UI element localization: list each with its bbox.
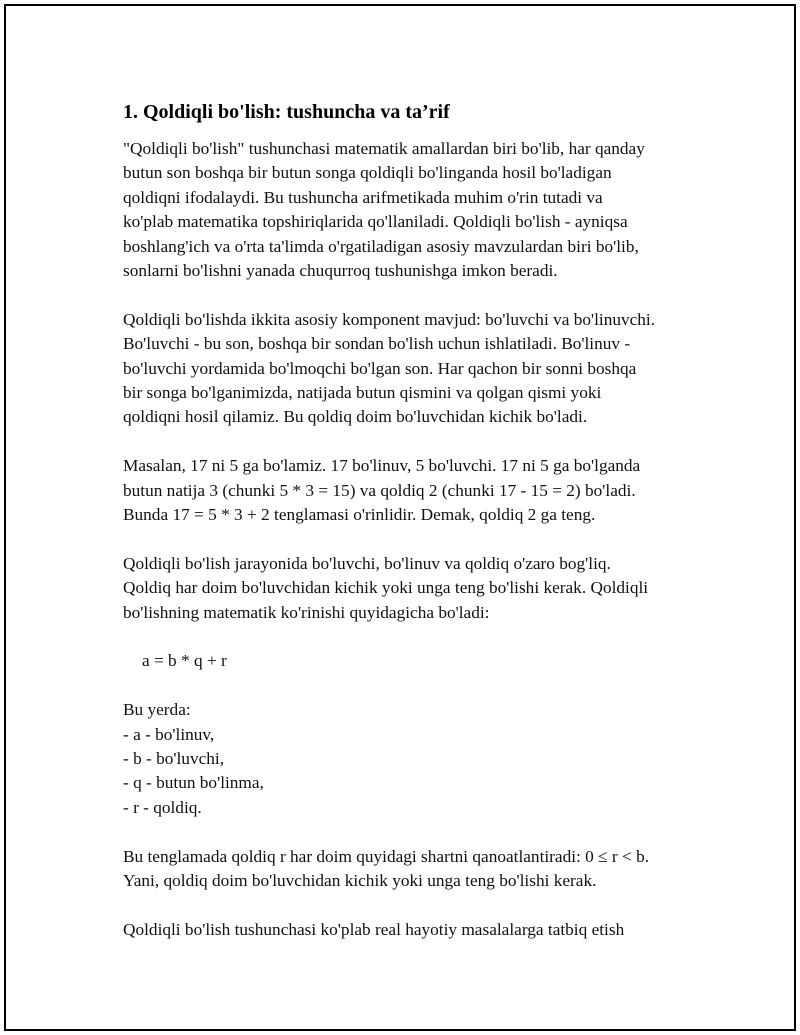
paragraph-definition: "Qoldiqli bo'lish" tushunchasi matematik amallardan biri bo'lib, har qanday butun son boshqa bir butun songa qoldiqli bo'linganda hosil bo'ladigan qoldiqni ifodalaydi. Bu tushuncha arifmetikada muhim o'rin tutadi va ko'plab matematika topshiriqlarida qo'llaniladi. Qoldiqli bo'lish - ayniqsa boshlang'ich va o'rta ta'limda o'rgatiladigan asosiy mavzulardan biri bo'lib, sonlarni bo'lishni yanada chuqurroq tushunishga imkon beradi. (123, 139, 645, 281)
list-intro: Bu yerda: (123, 700, 191, 720)
variable-list (123, 723, 703, 821)
list-item: - q - butun bo'linma, (123, 773, 264, 793)
paragraph-components: Qoldiqli bo'lishda ikkita asosiy komponent mavjud: bo'luvchi va bo'linuvchi. Bo'luvchi - bu son, boshqa bir sondan bo'lish uchun ishlatiladi. Bo'linuv - bo'luvchi yordamida bo'lmoqchi bo'lgan son. Har qachon bir sonni boshqa bir songa bo'lganimizda, natijada butun qismini va qolgan qismi yoki qoldiqni hosil qilamiz. Bu qoldiq doim bo'luvchidan kichik bo'ladi. (123, 309, 656, 427)
paragraph-application: Qoldiqli bo'lish tushunchasi ko'plab real hayotiy masalalarga tatbiq etish (123, 919, 625, 939)
section-heading: 1. Qoldiqli bo'lish: tushuncha va ta’rif (123, 101, 450, 123)
paragraph-example: Masalan, 17 ni 5 ga bo'lamiz. 17 bo'linuv, 5 bo'luvchi. 17 ni 5 ga bo'lganda butun natija 3 (chunki 5 * 3 = 15) va qoldiq 2 (chunki 17 - 15 = 2) bo'ladi. Bunda 17 = 5 * 3 + 2 tenglamasi o'rinlidir. Demak, qoldiq 2 ga teng. (123, 456, 641, 525)
document-body (123, 99, 703, 967)
paragraph-relation: Qoldiqli bo'lish jarayonida bo'luvchi, bo'linuv va qoldiq o'zaro bog'liq. Qoldiq har doim bo'luvchidan kichik yoki unga teng bo'lishi kerak. Qoldiqli bo'lishning matematik ko'rinishi quyidagicha bo'ladi: (123, 553, 649, 622)
division-formula: a = b * q + r (142, 651, 227, 671)
list-item: - r - qoldiq. (123, 797, 202, 817)
paragraph-condition: Bu tenglamada qoldiq r har doim quyidagi shartni qanoatlantiradi: 0 ≤ r < b. Yani, qoldiq doim bo'luvchidan kichik yoki unga teng bo'lishi kerak. (123, 846, 650, 891)
list-item: - b - bo'luvchi, (123, 749, 225, 769)
page-frame (4, 4, 796, 1031)
list-item: - a - bo'linuv, (123, 724, 215, 744)
